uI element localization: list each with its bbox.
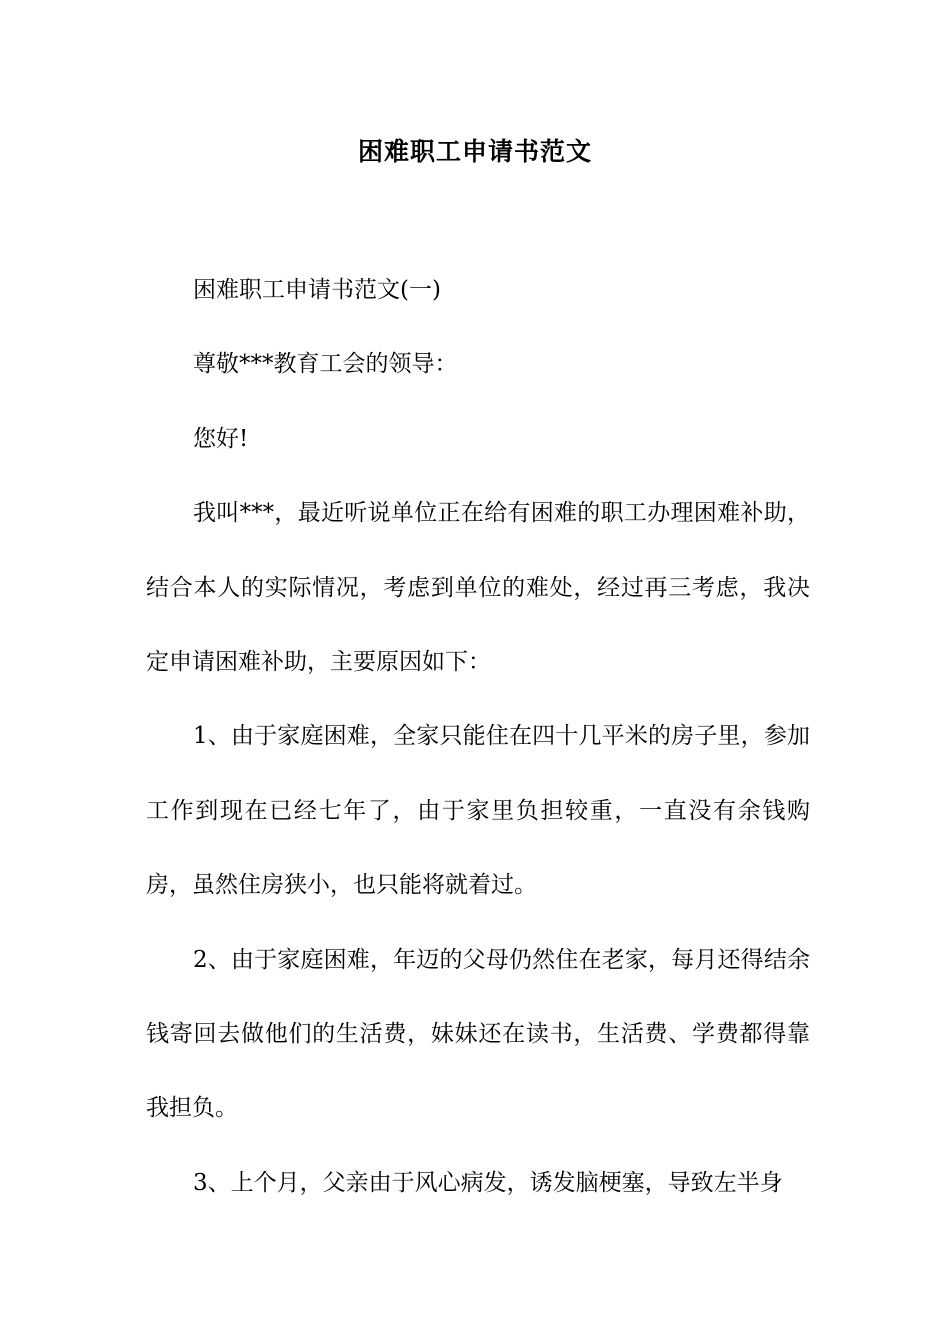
- paragraph-greeting: 您好!: [193, 425, 249, 452]
- paragraph-heading: 困难职工申请书范文(一): [193, 277, 441, 303]
- paragraph-reason-1: 1、由于家庭困难，全家只能住在四十几平米的房子里，参加工作到现在已经七年了，由于家里负担较重，一直没有余钱购房，虽然住房狭小，也只能将就着过。: [146, 723, 810, 899]
- paragraph-reason-2: 2、由于家庭困难，年迈的父母仍然住在老家，每月还得结余钱寄回去做他们的生活费，妹妹还在读书，生活费、学费都得靠我担负。: [146, 946, 810, 1122]
- paragraph-intro: 我叫***，最近听说单位正在给有困难的职工办理困难补助，结合本人的实际情况，考虑到单位的难处，经过再三考虑，我决定申请困难补助，主要原因如下：: [146, 500, 810, 676]
- document-body: [146, 253, 810, 1220]
- document-title: 困难职工申请书范文: [357, 137, 592, 166]
- paragraph-salutation: 尊敬***教育工会的领导：: [193, 351, 458, 378]
- paragraph-reason-3: 3、上个月，父亲由于风心病发，诱发脑梗塞，导致左半身: [193, 1169, 783, 1196]
